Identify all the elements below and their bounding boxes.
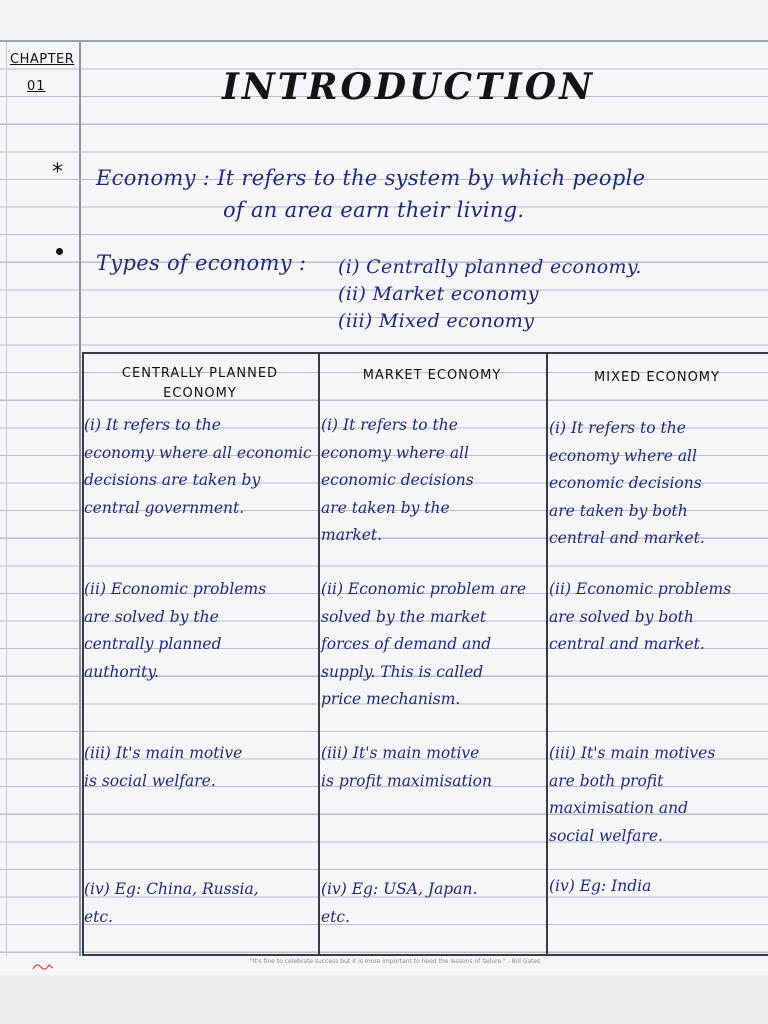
column-divider-2: [546, 352, 548, 956]
cell-market-example: (iv) Eg: USA, Japan. etc.: [321, 880, 478, 926]
page-title: INTRODUCTION: [222, 66, 595, 108]
cell-cp-definition: (i) It refers to the economy where all economic decisions are taken by central government.: [84, 416, 312, 517]
definition-line-1: Economy : It refers to the system by which people: [96, 166, 646, 190]
comparison-table: [82, 352, 768, 956]
cell-cp-example: (iv) Eg: China, Russia, etc.: [84, 880, 259, 926]
cell-market-definition: (i) It refers to the economy where all economic decisions are taken by the market.: [321, 416, 474, 545]
page-bottom-strip: [0, 975, 768, 1024]
column-divider-1: [318, 352, 320, 956]
table-border-bottom: [82, 954, 768, 956]
type-item-1: (i) Centrally planned economy.: [338, 256, 642, 278]
cell-cp-motive: (iii) It's main motive is social welfare.: [84, 744, 243, 790]
dot-bullet: [56, 248, 63, 255]
brand-logo-icon: [32, 961, 54, 971]
star-bullet: *: [52, 160, 63, 185]
cell-mixed-definition: (i) It refers to the economy where all economic decisions are taken by both central and market.: [549, 419, 705, 548]
top-rule: [0, 40, 768, 42]
table-border-top: [82, 352, 768, 354]
cell-market-problems: (ii) Economic problem are solved by the market forces of demand and supply. This is called price mechanism.: [321, 580, 527, 709]
page-top-strip: [0, 0, 768, 42]
header-mixed: MIXED ECONOMY: [594, 370, 720, 385]
types-heading: Types of economy :: [96, 251, 307, 275]
chapter-label: CHAPTER: [10, 52, 75, 67]
cell-mixed-example: (iv) Eg: India: [549, 877, 652, 895]
type-item-3: (iii) Mixed economy: [338, 310, 535, 332]
cell-mixed-motive: (iii) It's main motives are both profit maximisation and social welfare.: [549, 744, 716, 845]
cell-cp-problems: (ii) Economic problems are solved by the centrally planned authority.: [84, 580, 267, 681]
footer-quote: "It's fine to celebrate success but it is more important to heed the lessons of failure." - Bill Gates: [250, 958, 541, 965]
cell-mixed-problems: (ii) Economic problems are solved by both central and market.: [549, 580, 732, 654]
type-item-2: (ii) Market economy: [338, 283, 539, 305]
left-edge-line: [6, 42, 7, 956]
chapter-number: 01: [27, 79, 46, 94]
header-market: MARKET ECONOMY: [362, 368, 502, 383]
header-centrally-planned: CENTRALLY PLANNED ECONOMY: [121, 366, 279, 401]
definition-line-2: of an area earn their living.: [223, 198, 525, 222]
notebook-logo: [32, 961, 54, 973]
cell-market-motive: (iii) It's main motive is profit maximisation: [321, 744, 492, 790]
margin-line: [79, 42, 81, 956]
